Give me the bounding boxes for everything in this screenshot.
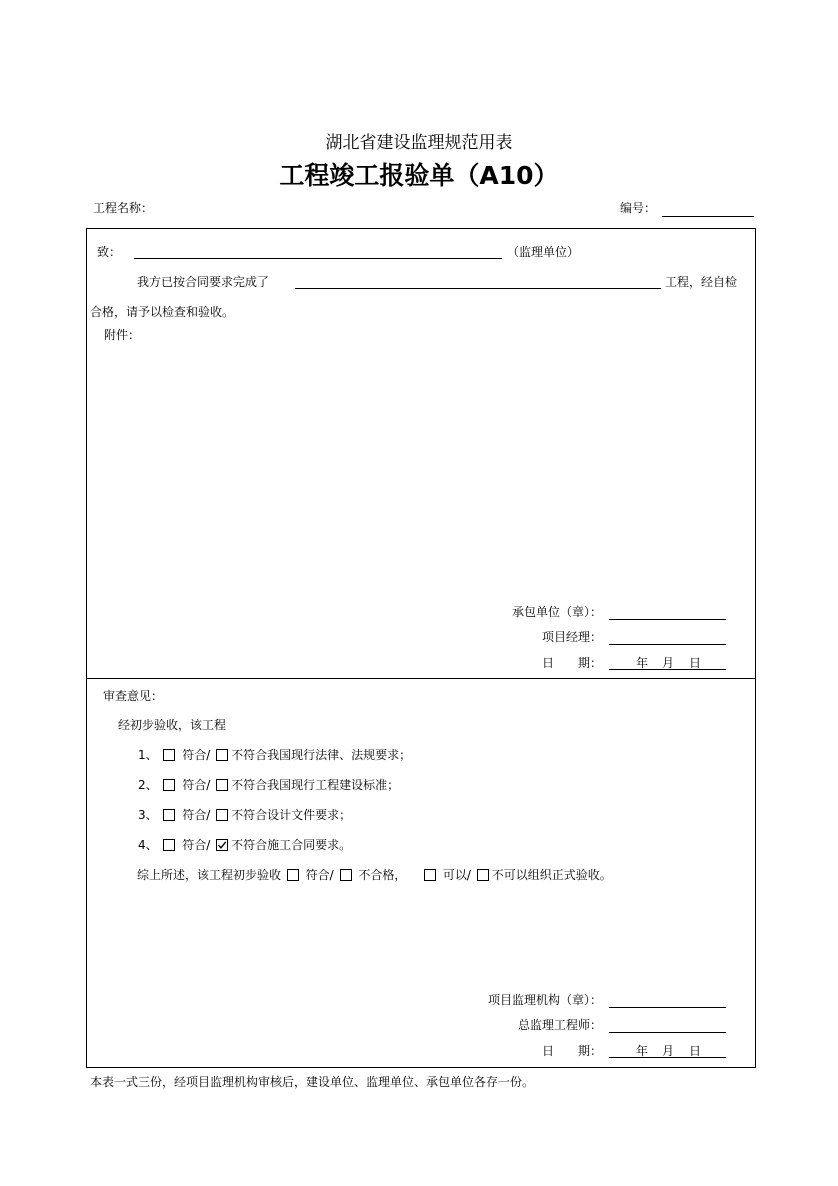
report-date-label: 日 期： (541, 656, 602, 670)
review-item (138, 776, 399, 793)
pass-label: 符合/ (182, 808, 211, 822)
number-field[interactable] (662, 216, 754, 217)
footer-note: 本表一式三份，经项目监理机构审核后，建设单位、监理单位、承包单位各存一份。 (90, 1075, 535, 1089)
fail-checkbox-checked[interactable] (216, 839, 228, 851)
contractor-field[interactable] (609, 619, 726, 620)
review-month: 月 (662, 1044, 675, 1058)
summary-can-checkbox[interactable] (424, 869, 436, 881)
org-label: 项目监理机构（章）： (487, 993, 602, 1007)
review-title: 审查意见： (103, 689, 164, 703)
summary-fail-label: 不合格， (358, 868, 407, 882)
org-field[interactable] (609, 1007, 726, 1008)
project-field[interactable] (295, 288, 661, 289)
pass-label: 符合/ (182, 778, 211, 792)
body-prefix: 我方已按合同要求完成了 (137, 275, 270, 289)
fail-label: 不符合施工合同要求。 (231, 838, 352, 852)
summary-fail-checkbox[interactable] (340, 869, 352, 881)
fail-checkbox[interactable] (216, 749, 228, 761)
pass-checkbox[interactable] (163, 839, 175, 851)
pass-checkbox[interactable] (163, 779, 175, 791)
to-label: 致： (97, 245, 122, 259)
fail-label: 不符合我国现行法律、法规要求； (231, 748, 412, 762)
attachment-label: 附件： (104, 328, 141, 342)
chief-label: 总监理工程师： (517, 1018, 602, 1032)
manager-label: 项目经理： (541, 630, 602, 644)
supervision-unit-field[interactable] (134, 258, 502, 259)
pass-label: 符合/ (182, 748, 211, 762)
section-divider (86, 678, 755, 679)
chief-field[interactable] (609, 1032, 726, 1033)
fail-checkbox[interactable] (216, 779, 228, 791)
item-number: 4、 (138, 838, 158, 852)
fail-label: 不符合我国现行工程建设标准； (231, 778, 400, 792)
item-number: 2、 (138, 778, 158, 792)
pass-checkbox[interactable] (163, 809, 175, 821)
body-suffix: 工程，经自检 (665, 275, 738, 289)
review-year: 年 (636, 1044, 649, 1058)
summary-prefix: 综上所述，该工程初步验收 (137, 868, 282, 882)
summary-pass-checkbox[interactable] (287, 869, 299, 881)
summary-cannot-label: 不可以组织正式验收。 (491, 868, 612, 882)
contractor-label: 承包单位（章）： (511, 605, 602, 619)
report-month: 月 (662, 656, 675, 670)
report-day: 日 (689, 656, 702, 670)
review-item (138, 806, 351, 823)
review-day: 日 (689, 1044, 702, 1058)
body-line2: 合格，请予以检查和验收。 (90, 305, 235, 319)
review-item (138, 746, 411, 763)
number-label: 编号： (620, 201, 657, 215)
report-year: 年 (636, 656, 649, 670)
summary-line (137, 866, 612, 883)
item-number: 3、 (138, 808, 158, 822)
item-number: 1、 (138, 748, 158, 762)
fail-label: 不符合设计文件要求； (231, 808, 352, 822)
form-frame (86, 228, 756, 1068)
review-item (138, 836, 351, 853)
review-date-label: 日 期： (541, 1044, 602, 1058)
summary-cannot-checkbox[interactable] (477, 869, 489, 881)
pass-label: 符合/ (182, 838, 211, 852)
fail-checkbox[interactable] (216, 809, 228, 821)
review-intro: 经初步验收，该工程 (118, 718, 227, 732)
checkmark-icon (217, 840, 227, 850)
project-name-label: 工程名称： (93, 201, 154, 215)
summary-pass-label: 符合/ (305, 868, 334, 882)
manager-field[interactable] (609, 644, 726, 645)
pass-checkbox[interactable] (163, 749, 175, 761)
to-suffix: （监理单位） (507, 245, 580, 259)
form-title: 工程竣工报验单（A10） (279, 161, 559, 190)
summary-can-label: 可以/ (442, 868, 471, 882)
form-subtitle: 湖北省建设监理规范用表 (325, 133, 513, 153)
